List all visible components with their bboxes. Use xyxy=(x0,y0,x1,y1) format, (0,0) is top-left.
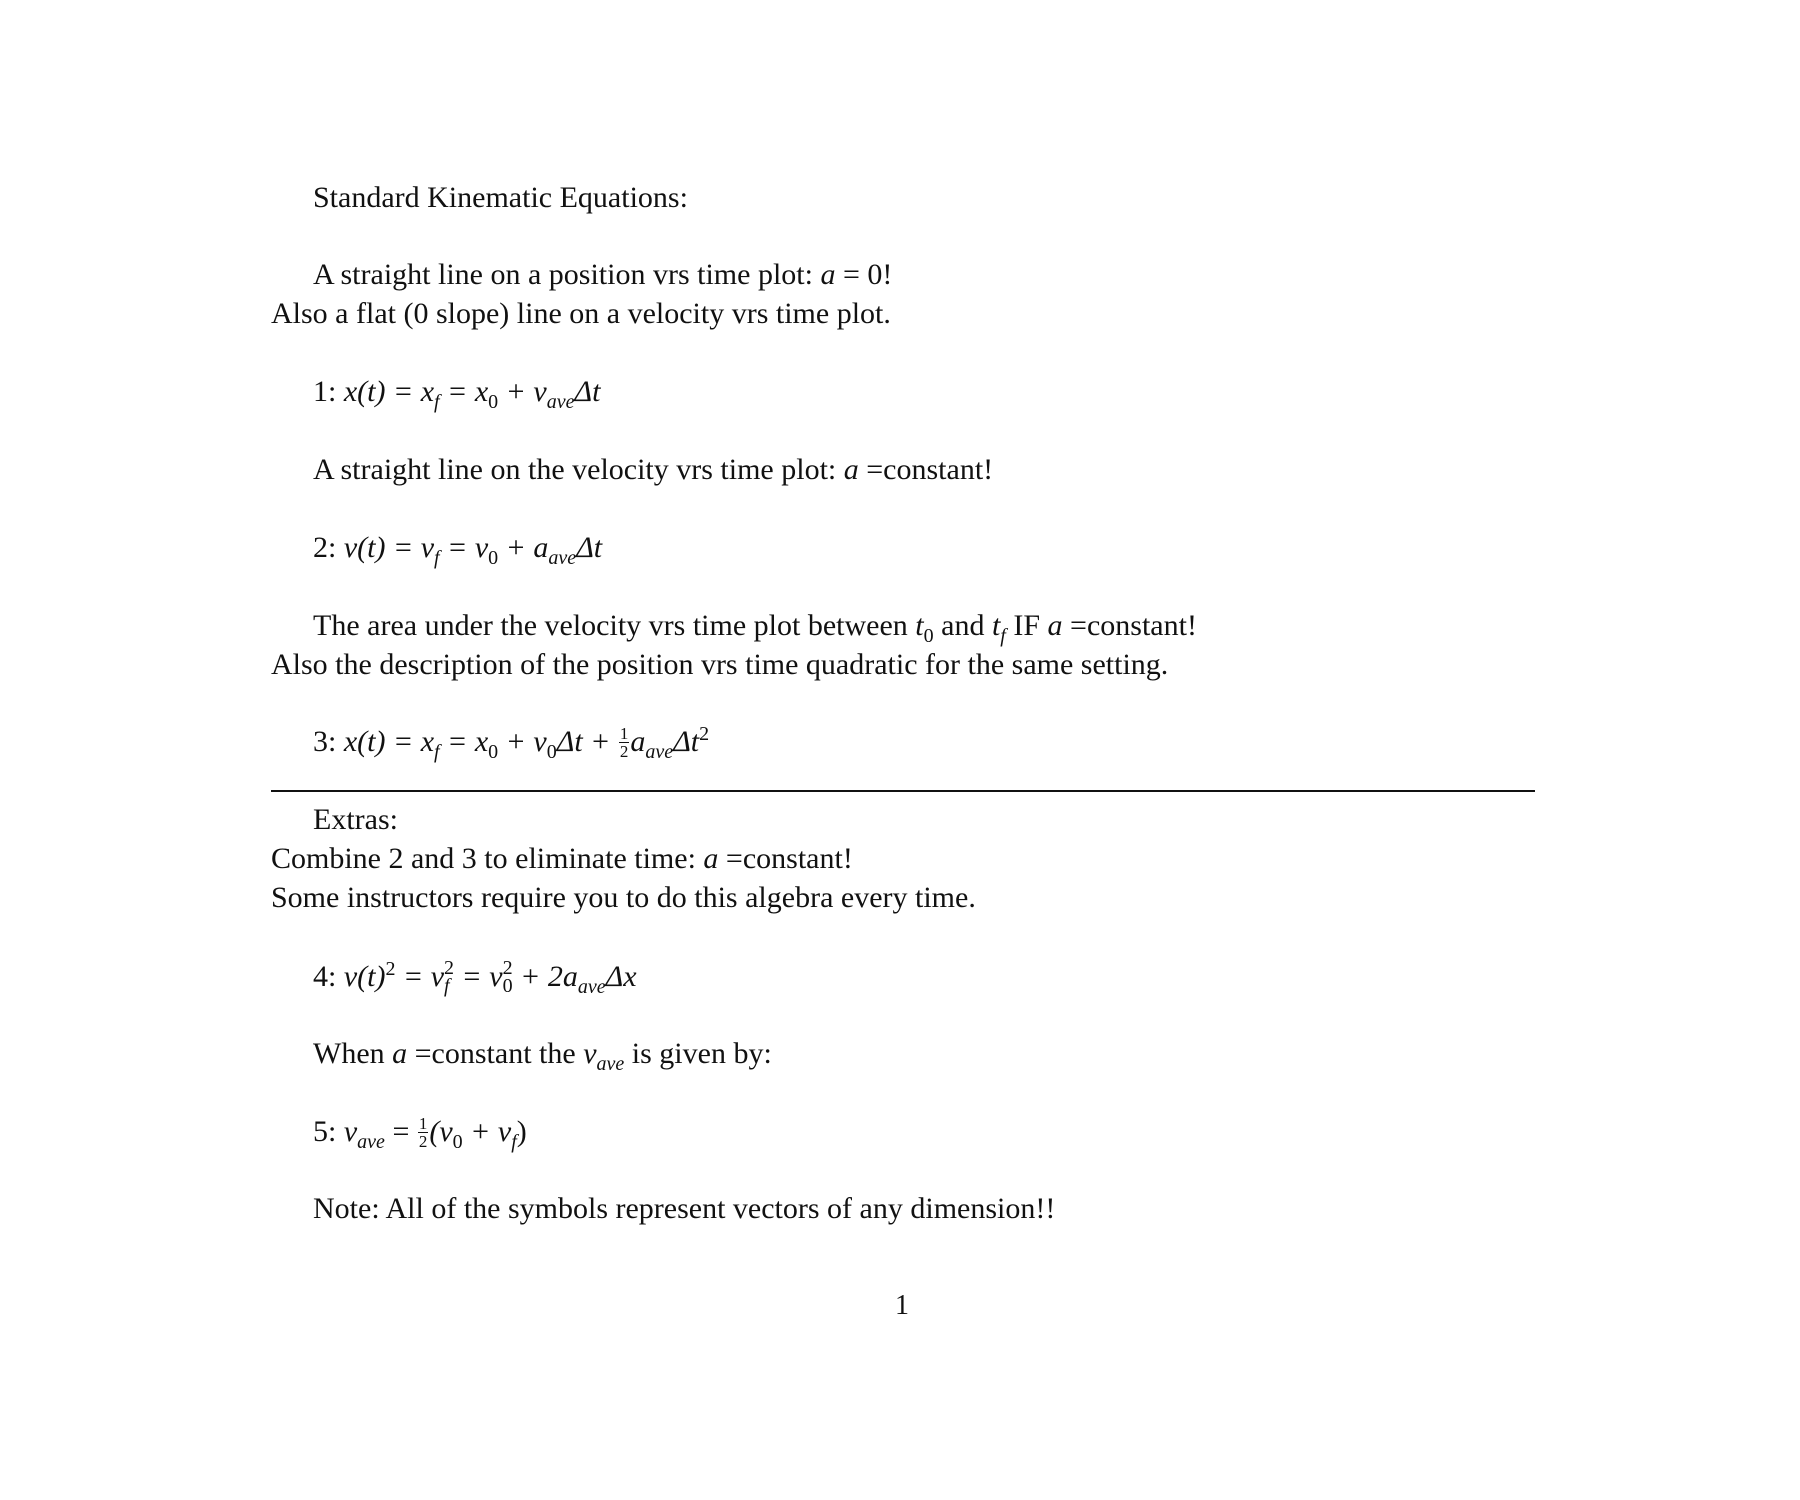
eq-part: = xyxy=(384,1115,417,1148)
eq-part: x(t) = x xyxy=(343,725,435,758)
math-v: v xyxy=(583,1037,597,1070)
eq-part: ) xyxy=(516,1115,527,1148)
fraction-numerator: 1 xyxy=(418,1113,428,1133)
eq-sub: ave xyxy=(577,976,606,998)
fraction xyxy=(418,1115,429,1150)
eq-sub: ave xyxy=(548,547,577,569)
text: is given by: xyxy=(624,1037,772,1070)
eq-sub: ave xyxy=(546,391,575,413)
eq-part: Δx xyxy=(605,960,637,993)
section2-line xyxy=(313,452,993,488)
eq-label: 4: xyxy=(313,960,337,993)
text: IF xyxy=(1005,609,1048,642)
math-sub: f xyxy=(1000,625,1006,647)
text: Combine 2 and 3 to eliminate time: xyxy=(271,842,704,875)
eq-part: = v xyxy=(439,531,489,564)
eq-part: = v xyxy=(454,960,503,993)
eq-sub: 0 xyxy=(488,741,499,763)
eq-part: + v xyxy=(498,375,547,408)
eq-part: Δt xyxy=(576,531,603,564)
equation-2 xyxy=(313,530,603,569)
eq-part: v xyxy=(343,1115,358,1148)
math-t: t xyxy=(915,609,924,642)
eq-part: + a xyxy=(498,531,549,564)
fraction xyxy=(619,725,630,760)
text: The area under the velocity vrs time plot between xyxy=(313,609,916,642)
when-line xyxy=(313,1036,772,1075)
math-sub: 0 xyxy=(923,625,934,647)
fraction-denominator: 2 xyxy=(418,1131,428,1151)
horizontal-rule xyxy=(271,790,1535,792)
eq-sub: 0 xyxy=(488,391,499,413)
extras-heading: Extras: xyxy=(313,803,398,836)
eq-sup: 2 xyxy=(699,723,710,745)
eq-sub: ave xyxy=(357,1131,385,1153)
eq-part: + v xyxy=(462,1115,512,1148)
eq-part: + 2a xyxy=(512,960,578,993)
sup-sub-stack xyxy=(502,957,513,998)
equation-5 xyxy=(313,1113,527,1153)
extras-line2: Some instructors require you to do this algebra every time. xyxy=(271,881,976,914)
math-var: a xyxy=(1047,609,1063,642)
section3-line2: Also the description of the position vrs time quadratic for the same setting. xyxy=(271,648,1169,681)
math-t: t xyxy=(991,609,1001,642)
eq-sub: 0 xyxy=(546,741,557,763)
eq-sub: ave xyxy=(645,741,674,763)
text: When xyxy=(313,1037,393,1070)
math-var: a xyxy=(392,1037,408,1070)
eq-part: = v xyxy=(395,960,445,993)
eq-part: (v xyxy=(429,1115,453,1148)
eq-sub: 0 xyxy=(452,1131,463,1153)
text: and xyxy=(933,609,992,642)
eq-sup: 2 xyxy=(385,958,396,980)
math-rest: =constant! xyxy=(1062,609,1197,642)
eq-part: v(t) = v xyxy=(343,531,435,564)
eq-sub: f xyxy=(511,1131,517,1153)
math-rest: =constant! xyxy=(718,842,853,875)
eq-label: 2: xyxy=(313,531,337,564)
eq-sup: 2 xyxy=(444,957,455,980)
math-var: a xyxy=(820,258,836,291)
equation-4 xyxy=(313,957,637,998)
eq-sub: f xyxy=(434,391,440,413)
eq-label: 1: xyxy=(313,375,337,408)
page-title: Standard Kinematic Equations: xyxy=(313,181,688,214)
extras-line1 xyxy=(271,841,853,877)
text: A straight line on the velocity vrs time plot: xyxy=(313,453,844,486)
eq-sub: f xyxy=(444,975,450,998)
eq-part: v(t) xyxy=(343,960,386,993)
page-number: 1 xyxy=(895,1290,909,1321)
eq-sub: f xyxy=(434,741,440,763)
eq-label: 5: xyxy=(313,1115,337,1148)
eq-part: = x xyxy=(439,725,489,758)
section1-line1 xyxy=(313,257,892,293)
eq-sub: 0 xyxy=(488,547,499,569)
eq-part: Δt xyxy=(673,725,700,758)
eq-sub: 0 xyxy=(502,975,513,998)
eq-part: x(t) = x xyxy=(343,375,435,408)
text: A straight line on a position vrs time plot: xyxy=(313,258,821,291)
eq-part: + v xyxy=(498,725,547,758)
math-rest: =constant! xyxy=(858,453,994,486)
eq-part: = x xyxy=(439,375,489,408)
math-var: a xyxy=(703,842,719,875)
eq-part: Δt xyxy=(574,375,601,408)
math-rest: = 0! xyxy=(835,258,893,291)
eq-part: Δt + xyxy=(556,725,618,758)
fraction-numerator: 1 xyxy=(619,723,629,743)
fraction-denominator: 2 xyxy=(619,741,629,761)
math-sub: ave xyxy=(596,1053,625,1075)
equation-1 xyxy=(313,374,601,413)
eq-sub: f xyxy=(434,547,440,569)
math-var: a xyxy=(843,453,859,486)
note: Note: All of the symbols represent vectors of any dimension!! xyxy=(313,1192,1056,1225)
eq-part: a xyxy=(630,725,646,758)
eq-sup: 2 xyxy=(502,957,513,980)
section1-line2: Also a flat (0 slope) line on a velocity vrs time plot. xyxy=(271,297,891,330)
equation-3 xyxy=(313,723,710,763)
eq-label: 3: xyxy=(313,725,337,758)
sup-sub-stack xyxy=(444,957,455,998)
text: =constant the xyxy=(407,1037,584,1070)
section3-line1 xyxy=(313,608,1197,647)
